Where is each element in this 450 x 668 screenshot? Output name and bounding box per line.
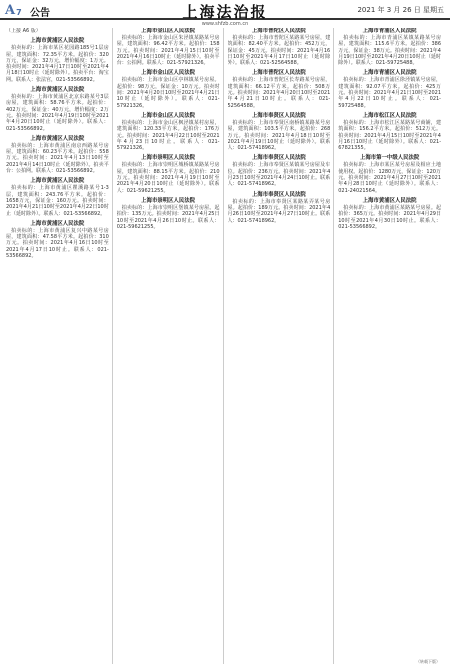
notice-body: 拍卖标的：上海市某区花园路185号1层房屋，建筑面积：72.35平方米。起拍价：320万元，保证金：32万元，增价幅度：1万元。拍卖时间：2021年4月17日10时至2021年4月18日10时止（延时除外）。拍卖平台：淘宝网。联系人：张法官，021-53566892。 (6, 45, 109, 83)
notice-grid (6, 28, 444, 664)
court-notice (228, 113, 331, 151)
continued-note: （转载下版） (416, 659, 440, 664)
court-notice (6, 178, 109, 216)
notice-body: 拍卖标的：上海市黄浦区瞿溪路某号1-3层，建筑面积：243.76平方米。起拍价：1658万元，保证金：160万元。拍卖时间：2021年4月21日10时至2021年4月22日10时止（延时除外）。联系人：021-53566892。 (6, 185, 109, 217)
notice-body: 拍卖标的：上海市某区某号房屋及相应土地使用权。起拍价：1280万元，保证金：120万元。拍卖时间：2021年4月27日10时至2021年4月28日10时止（延时除外）。联系人：021-24021564。 (338, 162, 441, 194)
notice-title: 上海市崇明区人民法院 (141, 197, 196, 204)
court-notice (338, 70, 441, 108)
masthead (0, 0, 450, 20)
notice-title: 上海市崇明区人民法院 (141, 155, 196, 162)
lead-note: （上接 A6 版） (6, 28, 41, 34)
notice-body: 拍卖标的：上海市崇明区城桥镇某路某号房屋，建筑面积：88.15平方米。起拍价：210万元。拍卖时间：2021年4月19日10时至2021年4月20日10时止（延时除外）。联系人：021-59621255。 (116, 162, 220, 194)
notice-title: 上海市第一中级人民法院 (359, 155, 420, 162)
issue-date: 2021 年 3 月 26 日 星期五 (357, 6, 444, 14)
court-notice (228, 28, 331, 66)
notice-body: 拍卖标的：上海市黄浦区北京东路某号3层房屋，建筑面积：58.76平方米。起拍价：402万元，保证金：40万元，增价幅度：2万元。拍卖时间：2021年4月19日10时至2021年4月20日10时止（延时除外）。联系人：021-53566892。 (6, 94, 109, 132)
notice-column (6, 28, 113, 664)
notice-body: 拍卖标的：上海市普陀区某路某号房屋，建筑面积：82.40平方米。起拍价：452万元，保证金：45万元。拍卖时间：2021年4月16日10时至2021年4月17日10时止（延时除外）。联系人：021-52564588。 (227, 35, 331, 67)
notice-title: 上海市普陀区人民法院 (251, 70, 306, 77)
court-notice (338, 198, 441, 230)
court-notice (117, 28, 220, 66)
notice-body: 拍卖标的：上海市黄浦区复兴中路某号房屋，建筑面积：47.58平方米。起拍价：310万元。拍卖时间：2021年4月16日10时至2021年4月17日10时止。联系人：021-53566892。 (6, 227, 109, 260)
notice-body: 拍卖标的：上海市普陀区长寿路某号房屋，建筑面积：66.12平方米。起拍价：508万元。拍卖时间：2021年4月20日10时至2021年4月21日10时止。联系人：021-52564588。 (227, 77, 331, 109)
court-notice (6, 136, 109, 174)
notice-title: 上海市黄浦区人民法院 (30, 135, 85, 142)
section-title: 公告 (30, 8, 50, 19)
court-notice (338, 155, 441, 193)
notice-body: 拍卖标的：上海市黄浦区南京西路某号房屋，建筑面积：60.23平方米。起拍价：558万元。拍卖时间：2021年4月13日10时至2021年4月14日10时止（延时除外）。拍卖平台：公拍网。联系人：021-53566892。 (6, 142, 109, 175)
court-notice (228, 155, 331, 187)
notice-title: 上海市青浦区人民法院 (362, 28, 417, 34)
notice-title: 上海市青浦区人民法院 (362, 70, 417, 77)
notice-body: 拍卖标的：上海市金山区朱泾镇某路某号房屋，建筑面积：96.42平方米。起拍价：158万元。拍卖时间：2021年4月15日10时至2021年4月16日10时止（延时除外）。拍卖平台：公拍网。联系人：021-57921326。 (116, 35, 220, 67)
website-url: www.shfzb.com.cn (201, 21, 249, 27)
notice-title: 上海市松江区人民法院 (362, 112, 417, 119)
notice-title: 上海市金山区人民法院 (141, 28, 196, 34)
notice-title: 上海市黄浦区人民法院 (30, 38, 85, 45)
notice-title: 上海市黄浦区人民法院 (362, 197, 417, 204)
court-notice (117, 70, 220, 108)
court-notice (117, 113, 220, 151)
newspaper-logo: 上海法治报 (182, 3, 268, 21)
notice-body: 拍卖标的：上海市金山区枫泾镇某村房屋，建筑面积：120.33平方米。起拍价：176万元。拍卖时间：2021年4月22日10时至2021年4月23日10时止。联系人：021-57921326。 (116, 119, 220, 152)
notice-title: 上海市金山区人民法院 (141, 70, 196, 77)
court-notice (6, 221, 109, 259)
notice-title: 上海市黄浦区人民法院 (30, 178, 85, 185)
notice-title: 上海市黄浦区人民法院 (30, 87, 85, 94)
court-notice (228, 192, 331, 224)
notice-body: 拍卖标的：上海市金山区亭林镇某号房屋。起拍价：98万元，保证金：10万元。拍卖时间：2021年4月20日10时至2021年4月21日10时止（延时除外）。联系人：021-57921326。 (116, 77, 220, 109)
notice-column (228, 28, 335, 664)
page-number: 7 (16, 7, 22, 17)
notice-body: 拍卖标的：上海市黄浦区某路某号房屋。起拍价：365万元。拍卖时间：2021年4月29日10时至2021年4月30日10时止。联系人：021-53566892。 (338, 204, 441, 230)
notice-body: 拍卖标的：上海市青浦区徐泾镇某号房屋，建筑面积：92.07平方米。起拍价：425万元。拍卖时间：2021年4月21日10时至2021年4月22日10时止。联系人：021-59725488。 (338, 77, 441, 109)
court-notice (338, 113, 441, 151)
notice-title: 上海市奉贤区人民法院 (251, 112, 306, 119)
court-notice (6, 38, 109, 83)
court-notice (338, 28, 441, 66)
notice-column (117, 28, 224, 664)
court-notice (6, 87, 109, 132)
court-notice (117, 155, 220, 193)
notice-body: 拍卖标的：上海市奉贤区某路某弄某号房屋。起拍价：189万元。拍卖时间：2021年4月26日10时至2021年4月27日10时止。联系人：021-57418962。 (227, 198, 331, 224)
court-notice (117, 198, 220, 230)
page-letter: A (5, 2, 16, 18)
notice-column (338, 28, 444, 664)
notice-body: 拍卖标的：上海市奉贤区某镇某号房屋及车位。起拍价：236万元。拍卖时间：2021年4月23日10时至2021年4月24日10时止。联系人：021-57418962。 (227, 162, 331, 188)
notice-body: 拍卖标的：上海市松江区某路某号商铺，建筑面积：156.2平方米。起拍价：512万元。拍卖时间：2021年4月15日10时至2021年4月16日10时止（延时除外）。联系人：021-67821355。 (338, 119, 441, 152)
notice-title: 上海市奉贤区人民法院 (251, 155, 306, 162)
notice-title: 上海市黄浦区人民法院 (30, 220, 85, 227)
notice-body: 拍卖标的：上海市崇明区堡镇某号房屋。起拍价：135万元。拍卖时间：2021年4月25日10时至2021年4月26日10时止。联系人：021-59621255。 (116, 204, 220, 230)
court-notice (228, 70, 331, 108)
notice-title: 上海市金山区人民法院 (141, 112, 196, 119)
notice-title: 上海市奉贤区人民法院 (251, 191, 306, 198)
notice-body: 拍卖标的：上海市奉贤区南桥镇某路某号房屋，建筑面积：103.5平方米。起拍价：268万元。拍卖时间：2021年4月18日10时至2021年4月19日10时止（延时除外）。联系人：021-57418962。 (227, 119, 331, 152)
notice-title: 上海市普陀区人民法院 (251, 28, 306, 34)
notice-body: 拍卖标的：上海市青浦区某镇某路某号房屋，建筑面积：115.6平方米。起拍价：386万元，保证金：38万元。拍卖时间：2021年4月19日10时至2021年4月20日10时止（延时除外）。联系人：021-59725488。 (338, 35, 441, 67)
